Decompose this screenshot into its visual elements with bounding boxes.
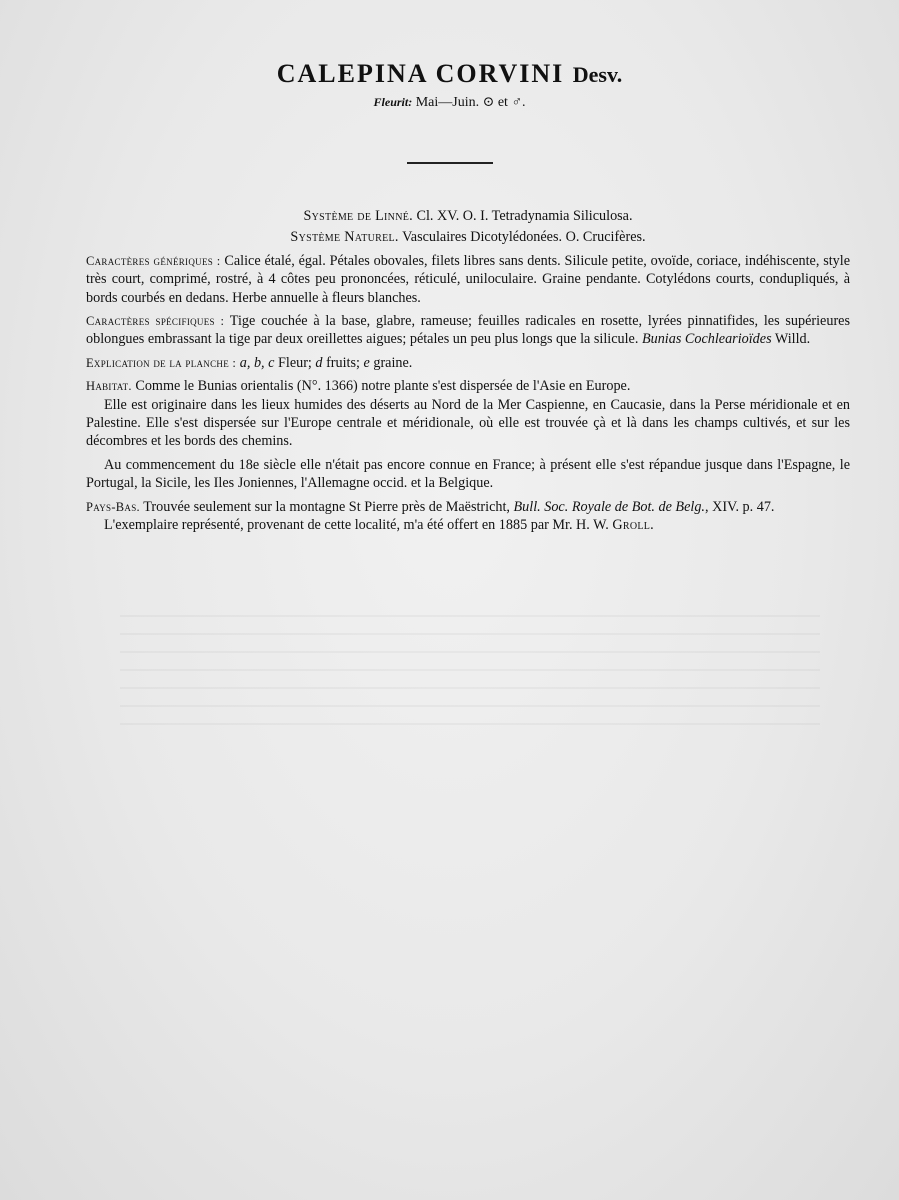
naturel-label: Système Naturel. <box>290 229 399 246</box>
linne-label: Système de Linné. <box>303 208 413 224</box>
explication-label: Explication de la planche : <box>86 355 237 370</box>
generic-text: Calice étalé, égal. Pétales obovales, filets libres sans dents. Silicule petite, ovoïde, coriace, indéhiscente, style très court, comprimé, rostré, à 4 côtes peu prononcées, réticulé, uniloculaire. Graine pendante. Cotylédons courts, condupliqués, à bords courbés en dedans. Herbe annuelle à fleurs blanches. <box>86 252 851 306</box>
habitat-paragraph <box>86 377 850 395</box>
naturel-value: Vasculaires Dicotylédonées. O. Crucifères. <box>402 229 646 246</box>
explication-fleur: Fleur; <box>277 354 312 371</box>
synonym-name: Bunias Cochlearioïdes <box>641 331 772 348</box>
linne-system-line <box>86 207 850 225</box>
species-author: Desv. <box>572 62 623 87</box>
natural-system-line <box>86 228 850 246</box>
flowering-label: Fleurit: <box>373 95 413 109</box>
explication-fruits: fruits; <box>326 354 360 371</box>
species-name: CALEPINA CORVINI <box>276 59 565 88</box>
paysbas-paragraph <box>86 498 850 516</box>
specific-characters <box>86 312 850 349</box>
plate-explanation <box>86 354 850 372</box>
title-divider <box>407 162 493 164</box>
title-block <box>0 58 899 112</box>
linne-value: Cl. XV. O. I. Tetradynamia Siliculosa. <box>416 208 633 224</box>
habitat-history-paragraph: Au commencement du 18e siècle elle n'était pas encore connue en France; à présent elle s'est répandue jusque dans l'Espagne, le Portugal, la Sicile, les Iles Joniennes, l'Allemagne occid. et la Belgique. <box>86 456 850 492</box>
specimen-donor: Groll. <box>612 517 655 534</box>
habitat-origin-paragraph: Elle est originaire dans les lieux humides des déserts au Nord de la Mer Caspienne, en Caucasie, dans la Perse méridionale et en Palestine. Elle s'est dispersée sur l'Europe centrale et méridionale, où elle est trouvée çà et là dans les champs cultivés, et sur les décombres et les bords des chemins. <box>86 396 850 450</box>
generic-characters <box>86 252 850 307</box>
paysbas-text: Trouvée seulement sur la montagne St Pierre près de Maëstricht, <box>143 498 510 515</box>
description-body <box>86 207 850 535</box>
specific-label: Caractères spécifiques : <box>86 314 225 329</box>
explication-letter-e: e <box>363 354 370 371</box>
flowering-line <box>0 93 899 112</box>
habitat-label: Habitat. <box>86 379 132 394</box>
specimen-text: L'exemplaire représenté, provenant de cette localité, m'a été offert en 1885 par Mr. H. W. <box>104 517 609 534</box>
generic-label: Caractères génériques : <box>86 253 221 268</box>
synonym-author: Willd. <box>774 331 811 348</box>
paysbas-reference-tail: , XIV. p. 47. <box>704 498 775 515</box>
explication-graine: graine. <box>373 354 413 371</box>
paysbas-label: Pays-Bas. <box>86 499 140 514</box>
flowering-value: Mai—Juin. ⊙ et ♂. <box>415 95 526 110</box>
habitat-text: Comme le Bunias orientalis (N°. 1366) notre plante s'est dispersée de l'Asie en Europe. <box>135 378 631 395</box>
specific-text: Tige couchée à la base, glabre, rameuse; feuilles radicales en rosette, lyrées pinnatifides, les supérieures oblongues embrassant la tige par deux oreillettes aigues; pétales un peu plus longs que la silicule. <box>86 313 850 348</box>
specimen-paragraph <box>86 516 850 534</box>
page-title <box>0 58 899 91</box>
paysbas-reference: Bull. Soc. Royale de Bot. de Belg. <box>513 498 705 515</box>
explication-letter-d: d <box>315 354 323 371</box>
bleed-through-texture <box>120 615 820 725</box>
explication-letters-abc: a, b, c <box>239 354 275 371</box>
